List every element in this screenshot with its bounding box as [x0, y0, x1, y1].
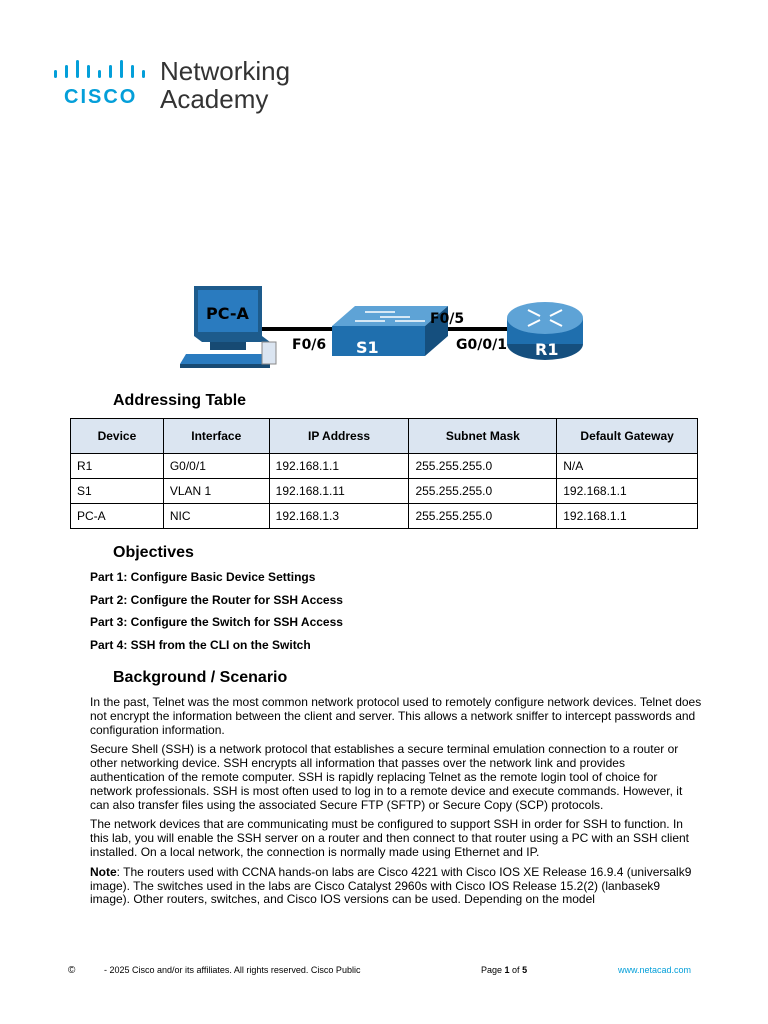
table-cell: 192.168.1.1: [557, 479, 698, 504]
table-cell: 192.168.1.1: [269, 454, 409, 479]
table-cell: G0/0/1: [163, 454, 269, 479]
background-heading: Background / Scenario: [113, 669, 288, 686]
background-paragraph: Secure Shell (SSH) is a network protocol that establishes a secure terminal emulation connection to a router or other networking device. SSH encrypts all information that passes over the network link and provides authentication of the remote computer. SSH is rapidly replacing Telnet as the remote login tool of choice for network professionals. SSH is most often used to log in to a remote device and execute commands. However, it can also transfer files using the associated Secure FTP (SFTP) or Secure Copy (SCP) protocols.: [90, 742, 683, 812]
pc-port-label: F0/6: [292, 337, 327, 353]
note-label: Note: [90, 864, 117, 879]
table-cell: NIC: [163, 504, 269, 529]
objective-item: Part 4: SSH from the CLI on the Switch: [90, 638, 311, 653]
router-label: R1: [535, 340, 559, 359]
objective-item: Part 2: Configure the Router for SSH Access: [90, 592, 343, 607]
table-cell: VLAN 1: [163, 479, 269, 504]
page-number: [481, 965, 527, 975]
table-cell: 255.255.255.0: [409, 479, 557, 504]
logo-line-networking: Networking: [160, 56, 291, 86]
topology-diagram: [180, 280, 600, 376]
objectives-heading: Objectives: [113, 544, 194, 561]
copyright-symbol: ©: [68, 965, 76, 976]
network-topology: [180, 280, 600, 376]
footer-url-link[interactable]: www.netacad.com: [618, 965, 692, 975]
column-header: Device: [71, 419, 164, 454]
page-current: 1: [504, 965, 510, 975]
table-cell: 192.168.1.1: [557, 504, 698, 529]
table-cell: R1: [71, 454, 164, 479]
switch-label: S1: [356, 338, 379, 357]
table-cell: 192.168.1.3: [269, 504, 409, 529]
table-cell: PC-A: [71, 504, 164, 529]
addressing-table: [70, 418, 698, 529]
table-cell: 192.168.1.11: [269, 479, 409, 504]
objective-item: Part 1: Configure Basic Device Settings: [90, 570, 316, 584]
cisco-bars-icon: [54, 60, 146, 84]
table-cell: S1: [71, 479, 164, 504]
column-header: IP Address: [269, 419, 409, 454]
logo-line-academy: Academy: [160, 84, 269, 114]
note-paragraph: [90, 866, 702, 907]
page-prefix: Page: [481, 965, 505, 975]
table-cell: 255.255.255.0: [409, 504, 557, 529]
table-header-row: [71, 419, 698, 454]
background-section: [90, 696, 702, 913]
table-cell: 255.255.255.0: [409, 454, 557, 479]
table-row: [71, 454, 698, 479]
table-row: [71, 479, 698, 504]
cisco-wordmark: CISCO: [64, 86, 138, 108]
copyright-text: - 2025 Cisco and/or its affiliates. All rights reserved. Cisco Public: [104, 965, 361, 975]
column-header: Default Gateway: [557, 419, 698, 454]
pc-label: PC-A: [206, 304, 249, 323]
objectives-list: [90, 570, 343, 661]
column-header: Interface: [163, 419, 269, 454]
background-paragraph: The network devices that are communicating must be configured to support SSH in order for SSH to function. In this lab, you will enable the SSH server on a router and then connect to that router using a PC with an SSH client installed. On a local network, the connection is normally made using Ethernet and IP.: [90, 817, 689, 859]
page-total: 5: [522, 965, 528, 975]
background-paragraph: In the past, Telnet was the most common network protocol used to remotely configure network devices. Telnet does not encrypt the information between the client and server. This allows a network sniffer to intercept passwords and configuration information.: [90, 695, 702, 737]
column-header: Subnet Mask: [409, 419, 557, 454]
cisco-networking-academy-logo: [54, 56, 304, 120]
pc-icon: [180, 286, 276, 368]
router-port-label: G0/0/1: [456, 337, 507, 353]
note-text: : The routers used with CCNA hands-on labs are Cisco 4221 with Cisco IOS XE Release 16.9.4 (universalk9 image). The switches used in the labs are Cisco Catalyst 2960s with Cisco IOS Release 15.2(2) (lanbasek9 image). Other routers, switches, and Cisco IOS versions can be used. Depending on the model: [90, 864, 692, 907]
page-of: of: [509, 965, 523, 975]
table-cell: N/A: [557, 454, 698, 479]
addressing-table-heading: Addressing Table: [113, 392, 247, 409]
objective-item: Part 3: Configure the Switch for SSH Access: [90, 615, 343, 630]
table-row: [71, 504, 698, 529]
switch-port-label: F0/5: [430, 311, 465, 327]
